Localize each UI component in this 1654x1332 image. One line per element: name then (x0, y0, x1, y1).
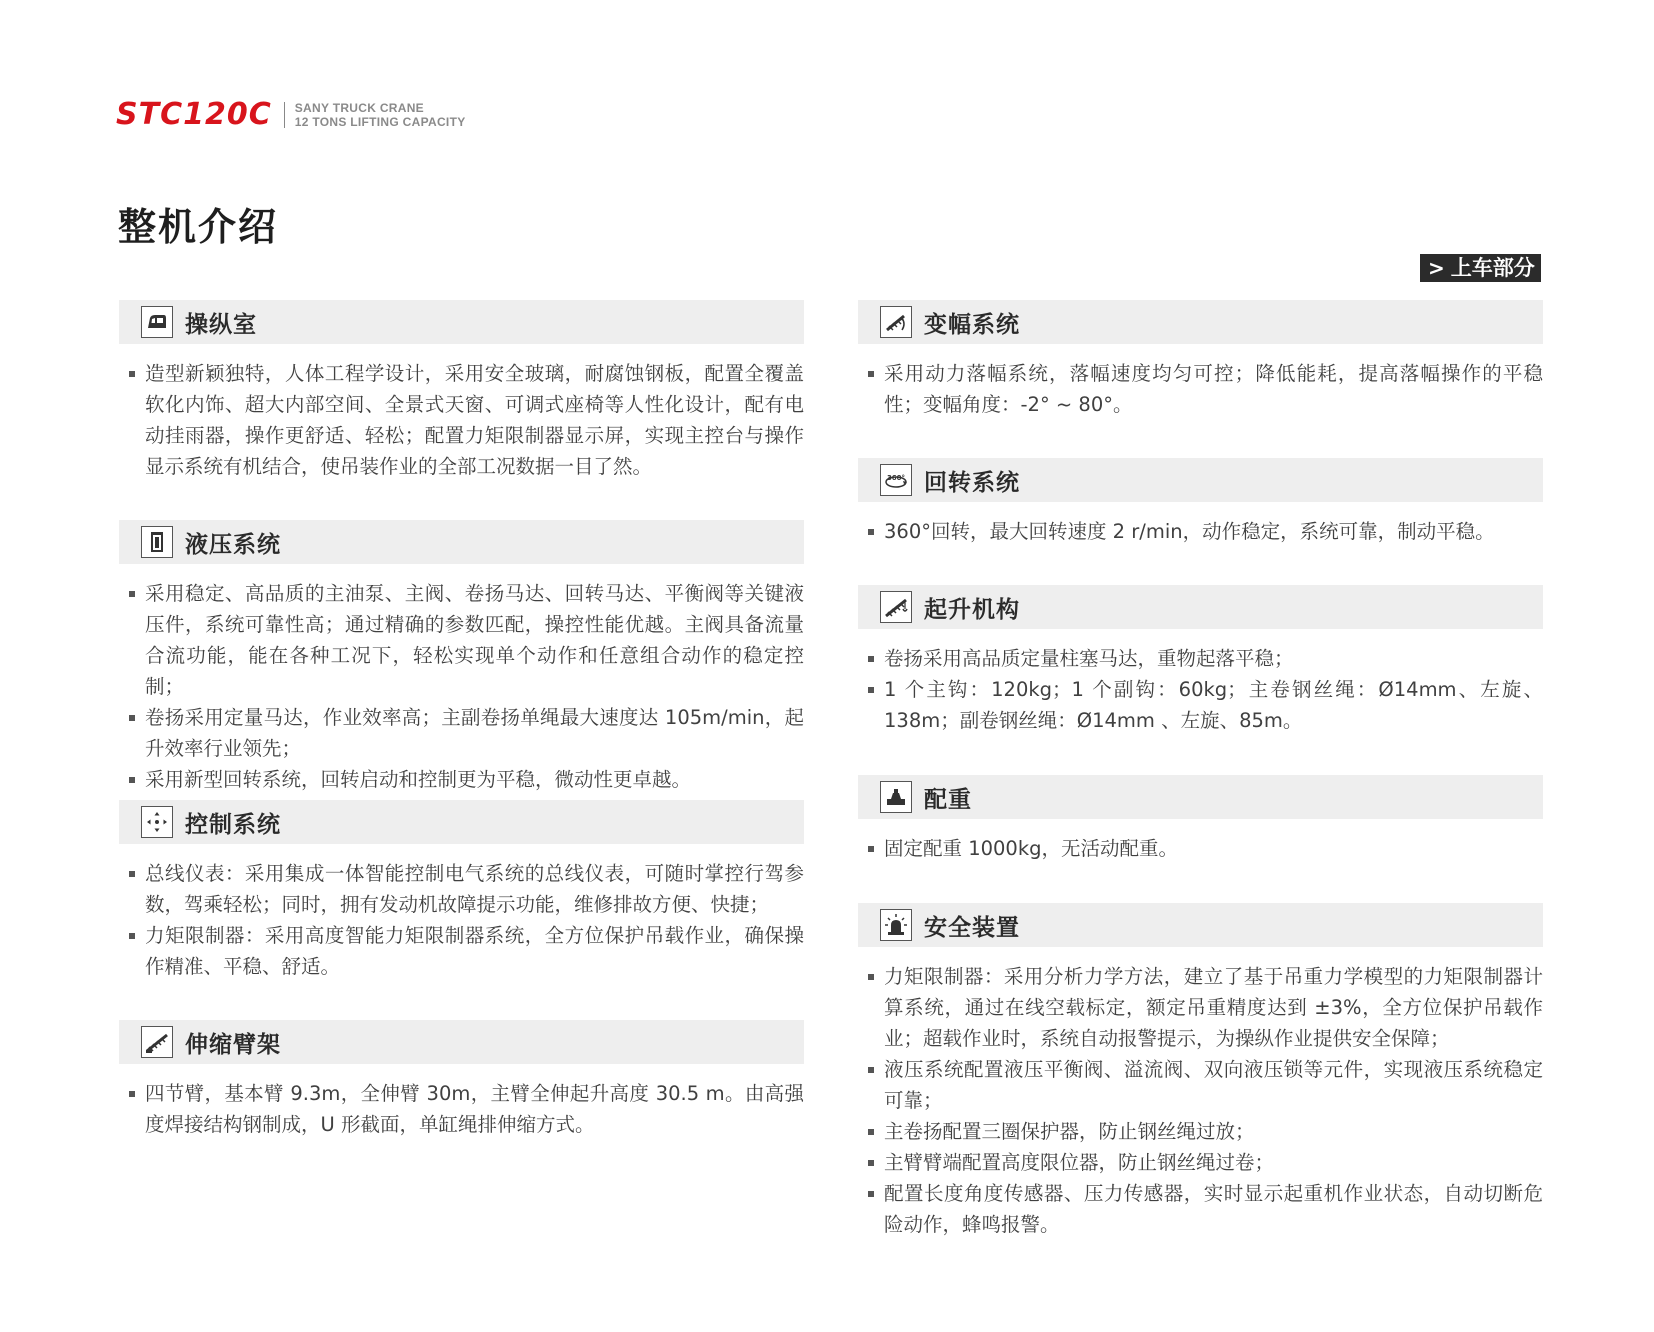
section-safety (858, 903, 1543, 1240)
section-body (858, 629, 1543, 736)
hydraulic-icon (141, 526, 173, 558)
chevron-right-icon: > (1428, 256, 1445, 280)
section-body (119, 344, 804, 482)
section-title: 回转系统 (924, 469, 1020, 496)
section-control (119, 800, 804, 982)
control-icon (141, 806, 173, 838)
section-header (119, 300, 804, 344)
section-header (119, 800, 804, 844)
list-item: 总线仪表：采用集成一体智能控制电气系统的总线仪表，可随时掌控行驾参数，驾乘轻松；同时，拥有发动机故障提示功能，维修排故方便、快捷； (125, 858, 804, 920)
list-item: 360°回转，最大回转速度 2 r/min，动作稳定，系统可靠，制动平稳。 (864, 516, 1543, 547)
list-item: 配置长度角度传感器、压力传感器，实时显示起重机作业状态，自动切断危险动作，蜂鸣报警。 (864, 1178, 1543, 1240)
section-slewing (858, 458, 1543, 547)
section-header (858, 775, 1543, 819)
logo-model: STC120C (116, 97, 272, 132)
counterweight-icon (880, 781, 912, 813)
section-title: 安全装置 (924, 914, 1020, 941)
section-body (119, 844, 804, 982)
section-body (119, 564, 804, 795)
slewing-360-icon (880, 464, 912, 496)
slewing-icon-text: 360° (886, 474, 906, 482)
list-item: 主臂臂端配置高度限位器，防止钢丝绳过卷； (864, 1147, 1543, 1178)
section-title: 操纵室 (185, 311, 257, 338)
section-luffing (858, 300, 1543, 420)
luffing-icon (880, 306, 912, 338)
section-body (858, 947, 1543, 1240)
section-title: 起升机构 (924, 596, 1020, 623)
brand-logo (116, 97, 466, 132)
list-item: 力矩限制器：采用分析力学方法，建立了基于吊重力学模型的力矩限制器计算系统，通过在线空载标定，额定吊重精度达到 ±3%，全方位保护吊载作业；超载作业时，系统自动报警提示，为操纵作业提供安全保障； (864, 961, 1543, 1054)
list-item: 采用稳定、高品质的主油泵、主阀、卷扬马达、回转马达、平衡阀等关键液压件，系统可靠性高；通过精确的参数匹配，操控性能优越。主阀具备流量合流功能，能在各种工况下，轻松实现单个动作和任意组合动作的稳定控制； (125, 578, 804, 702)
section-title: 控制系统 (185, 811, 281, 838)
list-item: 液压系统配置液压平衡阀、溢流阀、双向液压锁等元件，实现液压系统稳定可靠； (864, 1054, 1543, 1116)
logo-subtitle-line1: SANY TRUCK CRANE (294, 101, 424, 115)
section-tag-label: 上车部分 (1450, 256, 1535, 280)
section-header (858, 903, 1543, 947)
list-item: 造型新颖独特，人体工程学设计，采用安全玻璃，耐腐蚀钢板，配置全覆盖软化内饰、超大内部空间、全景式天窗、可调式座椅等人性化设计，配有电动挂雨器，操作更舒适、轻松；配置力矩限制器显示屏，实现主控台与操作显示系统有机结合，使吊装作业的全部工况数据一目了然。 (125, 358, 804, 482)
page-title: 整机介绍 (118, 205, 279, 249)
section-body (858, 819, 1543, 864)
list-item: 四节臂，基本臂 9.3m，全伸臂 30m，主臂全伸起升高度 30.5 m。由高强度焊接结构钢制成，U 形截面，单缸绳排伸缩方式。 (125, 1078, 804, 1140)
list-item: 主卷扬配置三圈保护器，防止钢丝绳过放； (864, 1116, 1543, 1147)
list-item: 1 个主钩：120kg；1 个副钩：60kg；主卷钢丝绳：Ø14mm、左旋、138m；副卷钢丝绳：Ø14mm 、左旋、85m。 (864, 674, 1543, 736)
list-item: 固定配重 1000kg，无活动配重。 (864, 833, 1543, 864)
section-header (858, 458, 1543, 502)
logo-subtitle-line2: 12 TONS LIFTING CAPACITY (294, 115, 466, 129)
logo-subtitle (295, 101, 466, 129)
hoist-icon (880, 591, 912, 623)
section-title: 配重 (924, 786, 972, 813)
cab-icon (141, 306, 173, 338)
list-item: 力矩限制器：采用高度智能力矩限制器系统，全方位保护吊载作业，确保操作精准、平稳、舒适。 (125, 920, 804, 982)
list-item: 采用动力落幅系统，落幅速度均匀可控；降低能耗，提高落幅操作的平稳性；变幅角度：-2° ~ 80°。 (864, 358, 1543, 420)
list-item: 采用新型回转系统，回转启动和控制更为平稳，微动性更卓越。 (125, 764, 804, 795)
section-hoist (858, 585, 1543, 736)
logo-divider (284, 102, 285, 128)
section-title: 伸缩臂架 (185, 1031, 281, 1058)
section-header (119, 520, 804, 564)
section-cab (119, 300, 804, 482)
section-title: 液压系统 (185, 531, 281, 558)
list-item: 卷扬采用高品质定量柱塞马达，重物起落平稳； (864, 643, 1543, 674)
section-header (858, 585, 1543, 629)
section-header (119, 1020, 804, 1064)
section-body (119, 1064, 804, 1140)
section-hydraulic (119, 520, 804, 795)
telescopic-boom-icon (141, 1026, 173, 1058)
section-tag (1420, 254, 1541, 282)
section-body (858, 344, 1543, 420)
section-header (858, 300, 1543, 344)
section-body (858, 502, 1543, 547)
section-telescopic-boom (119, 1020, 804, 1140)
safety-alarm-icon (880, 909, 912, 941)
section-counterweight (858, 775, 1543, 864)
section-title: 变幅系统 (924, 311, 1020, 338)
list-item: 卷扬采用定量马达，作业效率高；主副卷扬单绳最大速度达 105m/min，起升效率行业领先； (125, 702, 804, 764)
